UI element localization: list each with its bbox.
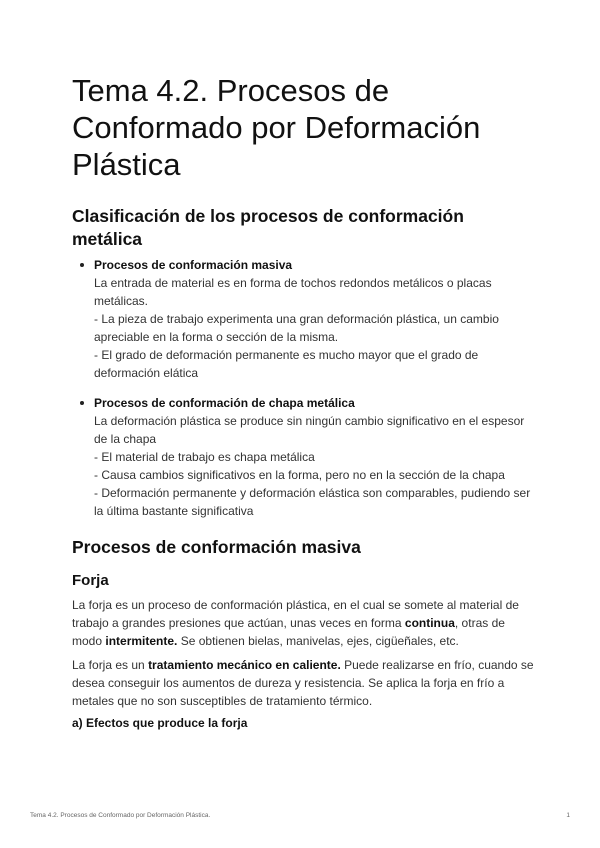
paragraph-forja-tratamiento bbox=[72, 656, 534, 710]
page-number: 1 bbox=[566, 812, 570, 819]
list-item bbox=[72, 256, 534, 382]
text-run: Puede realizarse en frío, cuando se desea conseguir los aumentos de dureza y resistencia. Se aplica la forja en frío a metales que no son susceptibles de tratamiento térmico. bbox=[72, 658, 534, 708]
emphasis-text: intermitente. bbox=[105, 634, 178, 648]
list-item-text: - Causa cambios significativos en la forma, pero no en la sección de la chapa bbox=[94, 468, 505, 482]
list-item-title: Procesos de conformación de chapa metálica bbox=[94, 396, 355, 410]
section-heading-clasificacion: Clasificación de los procesos de conformación metálica bbox=[72, 206, 464, 249]
list-item bbox=[72, 394, 534, 520]
section-heading-masiva: Procesos de conformación masiva bbox=[72, 537, 361, 557]
paragraph-forja-definicion bbox=[72, 596, 534, 650]
footer-title: Tema 4.2. Procesos de Conformado por Deformación Plástica. bbox=[30, 812, 211, 819]
emphasis-text: continua bbox=[404, 616, 455, 630]
text-run: La forja es un proceso de conformación plástica, en el cual se somete al material de trabajo a grandes presiones que actúan, unas veces en forma bbox=[72, 598, 519, 630]
page-title: Tema 4.2. Procesos de Conformado por Deformación Plástica bbox=[72, 73, 481, 182]
list-item-text: La entrada de material es en forma de tochos redondos metálicos o placas metálicas. bbox=[94, 276, 492, 308]
list-item-text: - La pieza de trabajo experimenta una gran deformación plástica, un cambio apreciable en la forma o sección de la misma. bbox=[94, 312, 499, 344]
subsection-heading-forja: Forja bbox=[72, 572, 109, 589]
list-item-text: - El material de trabajo es chapa metálica bbox=[94, 450, 315, 464]
bullet-list bbox=[72, 256, 534, 520]
list-item-text: - El grado de deformación permanente es mucho mayor que el grado de deformación elática bbox=[94, 348, 479, 380]
emphasis-text: tratamiento mecánico en caliente. bbox=[148, 658, 341, 672]
list-item-text: - Deformación permanente y deformación elástica son comparables, pudiendo ser la última bastante significativa bbox=[94, 486, 531, 518]
list-item-title: Procesos de conformación masiva bbox=[94, 258, 293, 272]
list-item-text: La deformación plástica se produce sin ningún cambio significativo en el espesor de la chapa bbox=[94, 414, 525, 446]
subsection-heading-efectos: a) Efectos que produce la forja bbox=[72, 716, 248, 730]
text-run: , otras de modo bbox=[72, 616, 505, 648]
text-run: La forja es un bbox=[72, 658, 149, 672]
text-run: Se obtienen bielas, manivelas, ejes, cigüeñales, etc. bbox=[177, 634, 459, 648]
